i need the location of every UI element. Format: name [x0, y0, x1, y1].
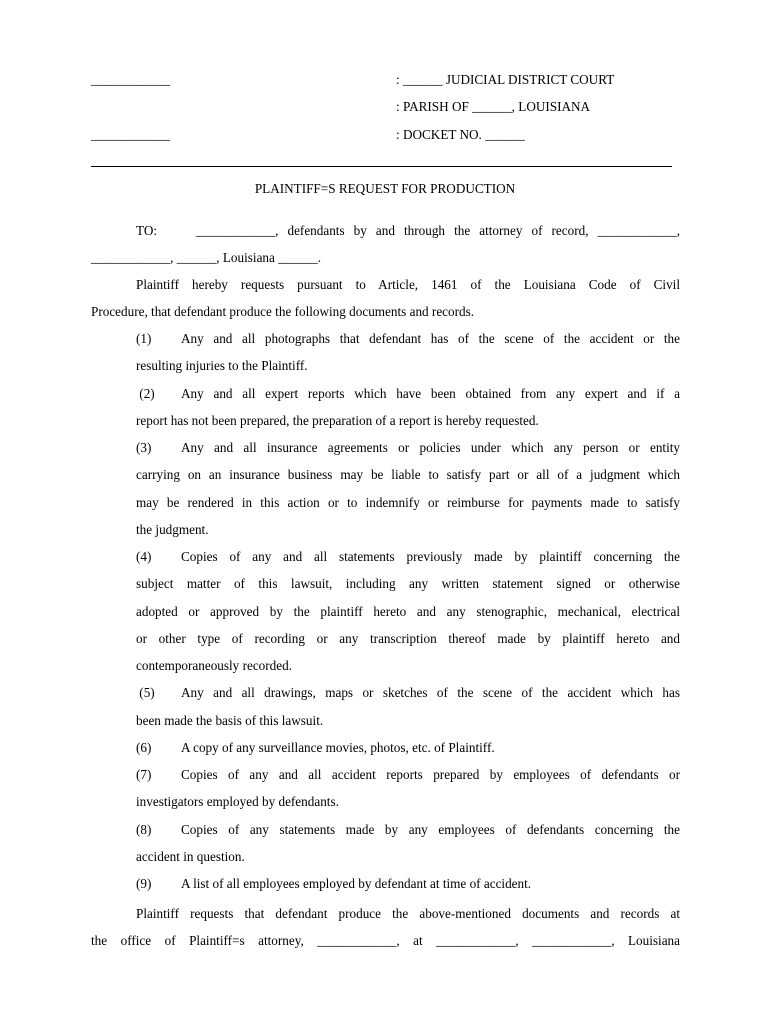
request-text-line: Any and all photographs that defendant has of the scene of the accident or the: [181, 331, 680, 346]
request-number: (6): [136, 740, 152, 755]
closing-line-1: Plaintiff requests that defendant produce the above-mentioned documents and records at: [136, 906, 680, 921]
request-text-line: Any and all expert reports which have been obtained from any expert and if a: [181, 386, 680, 401]
intro-line-1: Plaintiff hereby requests pursuant to Article, 1461 of the Louisiana Code of Civil: [136, 277, 680, 292]
request-text-line: carrying on an insurance business may be liable to satisfy part or all of a judgment which: [136, 467, 680, 482]
request-text-line: accident in question.: [136, 849, 245, 864]
document-title: PLAINTIFF=S REQUEST FOR PRODUCTION: [254, 181, 516, 196]
request-text-line: report has not been prepared, the preparation of a report is hereby requested.: [136, 413, 539, 428]
intro-line-2: Procedure, that defendant produce the following documents and records.: [91, 304, 475, 319]
closing-line-2: the office of Plaintiff=s attorney, ____________, at ____________, ____________, Louisiana: [91, 933, 680, 948]
request-text-line: subject matter of this lawsuit, including any written statement signed or otherwise: [136, 576, 680, 591]
request-text-line: A list of all employees employed by defendant at time of accident.: [181, 876, 532, 891]
request-text-line: or other type of recording or any transcription thereof made by plaintiff hereto and: [136, 631, 680, 646]
caption-parish: : PARISH OF ______, LOUISIANA: [396, 99, 591, 114]
request-number: (4): [136, 549, 152, 564]
caption-court: : ______ JUDICIAL DISTRICT COURT: [396, 72, 615, 87]
caption-docket: : DOCKET NO. ______: [396, 127, 525, 142]
request-text-line: resulting injuries to the Plaintiff.: [136, 358, 308, 373]
request-text-line: Any and all drawings, maps or sketches of the scene of the accident which has: [181, 685, 680, 700]
request-number: (8): [136, 822, 152, 837]
request-text-line: adopted or approved by the plaintiff hereto and any stenographic, mechanical, electrical: [136, 604, 680, 619]
request-number: (5): [136, 685, 155, 700]
request-text-line: been made the basis of this lawsuit.: [136, 713, 324, 728]
request-text-line: Copies of any and all statements previously made by plaintiff concerning the: [181, 549, 680, 564]
request-text-line: contemporaneously recorded.: [136, 658, 292, 673]
request-text-line: investigators employed by defendants.: [136, 794, 339, 809]
to-label: TO:: [136, 223, 158, 238]
request-text-line: the judgment.: [136, 522, 209, 537]
request-text-line: may be rendered in this action or to indemnify or reimburse for payments made to satisfy: [136, 495, 680, 510]
request-text-line: Any and all insurance agreements or policies under which any person or entity: [181, 440, 680, 455]
caption-left-blank-2: ____________: [91, 127, 171, 142]
request-text-line: A copy of any surveillance movies, photos, etc. of Plaintiff.: [181, 740, 495, 755]
request-number: (7): [136, 767, 152, 782]
caption-left-blank-1: ____________: [91, 72, 171, 87]
request-text-line: Copies of any and all accident reports prepared by employees of defendants or: [181, 767, 680, 782]
request-text-line: Copies of any statements made by any employees of defendants concerning the: [181, 822, 680, 837]
request-number: (9): [136, 876, 152, 891]
to-line-2: ____________, ______, Louisiana ______.: [91, 250, 322, 265]
request-number: (1): [136, 331, 152, 346]
request-number: (2): [136, 386, 155, 401]
to-line-1: ____________, defendants by and through the attorney of record, ____________,: [196, 223, 680, 238]
caption-divider: [91, 166, 672, 167]
request-number: (3): [136, 440, 152, 455]
